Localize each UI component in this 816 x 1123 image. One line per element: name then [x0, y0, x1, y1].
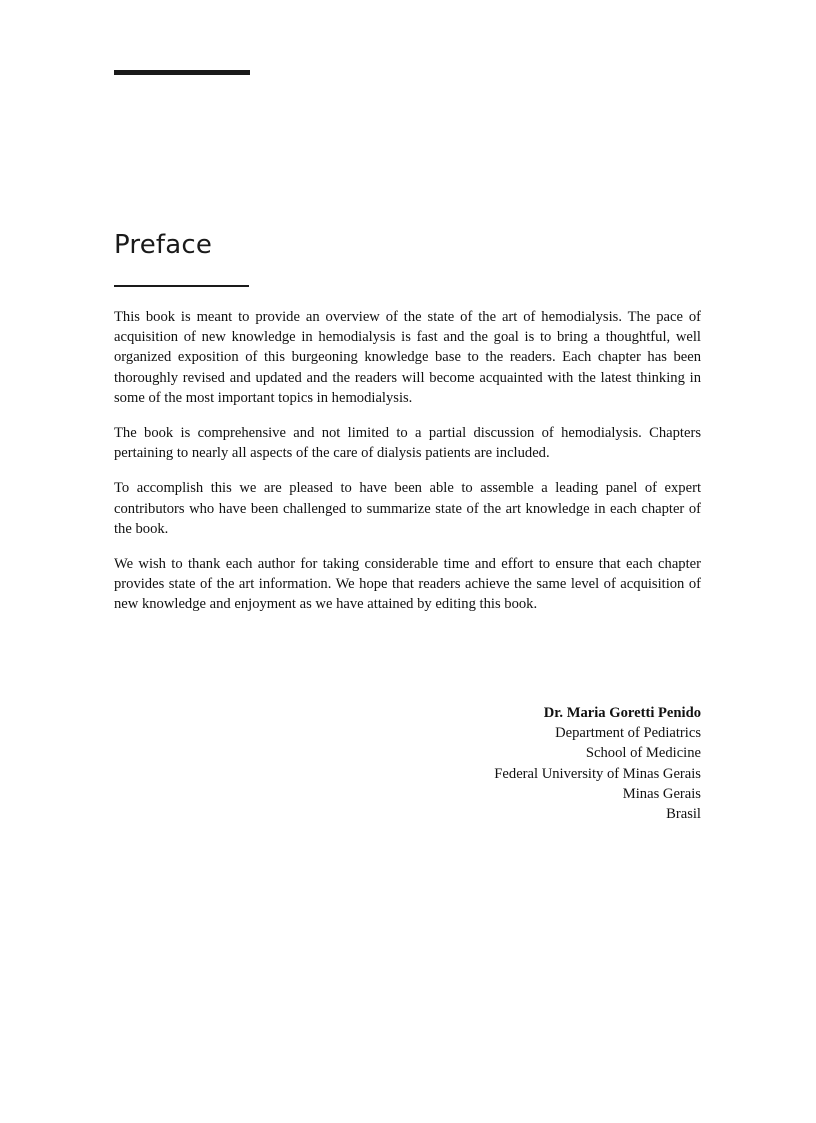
author-state: Minas Gerais: [622, 785, 701, 802]
author-department: Department of Pediatrics: [555, 725, 701, 742]
signature-block: [494, 703, 701, 824]
paragraph-3: To accomplish this we are pleased to have been able to assemble a leading panel of expert contributors who have been challenged to summarize state of the art knowledge in each chapter of the book.: [114, 480, 701, 537]
paragraph-1: This book is meant to provide an overview of the state of the art of hemodialysis. The pace of acquisition of new knowledge in hemodialysis is fast and the goal is to bring a thoughtful, well organized exposition of this burgeoning knowledge base to the readers. Each chapter has been thoroughly revised and updated and the readers will become acquainted with the latest thinking in some of the most important topics in hemodialysis.: [114, 309, 701, 406]
title-underline-rule: [114, 285, 249, 287]
author-country: Brasil: [666, 806, 701, 823]
author-name: Dr. Maria Goretti Penido: [543, 705, 701, 721]
preface-body: [114, 307, 701, 630]
page-title: Preface: [114, 230, 213, 260]
top-decorative-rule: [114, 70, 250, 75]
author-school: School of Medicine: [585, 745, 701, 762]
author-university: Federal University of Minas Gerais: [494, 765, 701, 782]
paragraph-2: The book is comprehensive and not limited to a partial discussion of hemodialysis. Chapters pertaining to nearly all aspects of the care of dialysis patients are included.: [114, 425, 701, 462]
paragraph-4: We wish to thank each author for taking considerable time and effort to ensure that each chapter provides state of the art information. We hope that readers achieve the same level of acquisition of new knowledge and enjoyment as we have attained by editing this book.: [114, 556, 701, 613]
